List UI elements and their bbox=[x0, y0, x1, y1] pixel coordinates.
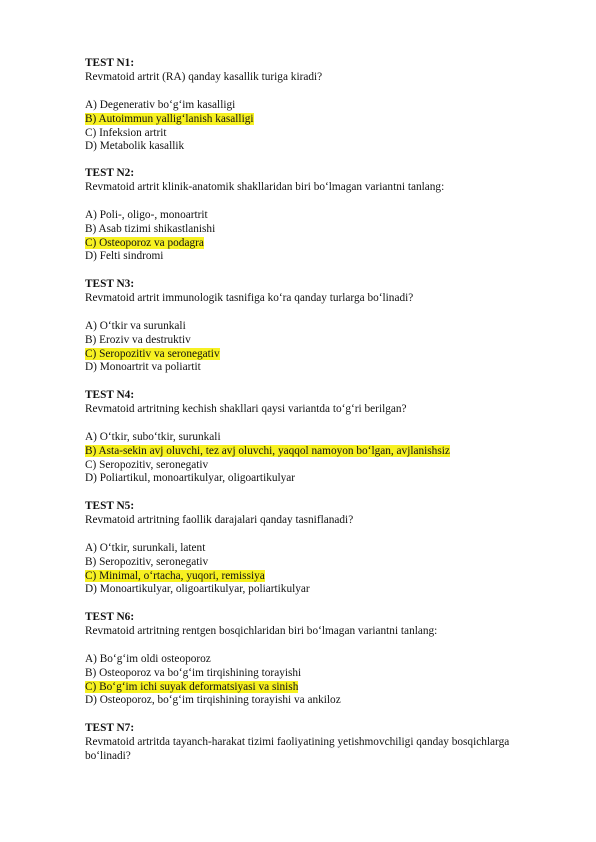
option-b: B) Osteoporoz va bo‘g‘im tirqishining torayishi bbox=[85, 666, 302, 679]
option-d: D) Monoartikulyar, oligoartikulyar, poliartikulyar bbox=[85, 583, 310, 596]
option-b-highlighted: B) Asta-sekin avj oluvchi, tez avj oluvchi, yaqqol namoyon bo‘lgan, avjlanishsiz bbox=[85, 444, 450, 457]
option-b: B) Seropozitiv, seronegativ bbox=[85, 555, 209, 568]
option-a: A) O‘tkir, surunkali, latent bbox=[85, 541, 206, 554]
test-title: TEST N5: bbox=[85, 500, 135, 512]
option-d: D) Metabolik kasallik bbox=[85, 140, 185, 153]
test-block-4 bbox=[85, 389, 547, 486]
test-block-3 bbox=[85, 278, 547, 375]
option-d: D) Poliartikul, monoartikulyar, oligoartikulyar bbox=[85, 472, 296, 485]
option-c-highlighted: C) Minimal, o‘rtacha, yuqori, remissiya bbox=[85, 569, 265, 582]
test-title: TEST N7: bbox=[85, 722, 135, 734]
test-block-7 bbox=[85, 722, 547, 764]
option-a: A) Poli-, oligo-, monoartrit bbox=[85, 208, 208, 221]
option-a: A) Degenerativ bo‘g‘im kasalligi bbox=[85, 98, 236, 111]
option-b: B) Eroziv va destruktiv bbox=[85, 333, 191, 346]
test-question: Revmatoid artritning kechish shakllari qaysi variantda to‘g‘ri berilgan? bbox=[85, 402, 407, 415]
option-a: A) O‘tkir, subo‘tkir, surunkali bbox=[85, 430, 221, 443]
test-title: TEST N3: bbox=[85, 278, 135, 290]
test-question: Revmatoid artritning faollik darajalari qanday tasniflanadi? bbox=[85, 513, 354, 526]
test-title: TEST N6: bbox=[85, 611, 135, 623]
option-d: D) Osteoporoz, bo‘g‘im tirqishining torayishi va ankiloz bbox=[85, 694, 341, 707]
test-title: TEST N2: bbox=[85, 167, 135, 179]
test-block-5 bbox=[85, 500, 547, 597]
test-question: Revmatoid artrit (RA) qanday kasallik turiga kiradi? bbox=[85, 70, 323, 83]
test-title: TEST N1: bbox=[85, 57, 135, 69]
option-b: B) Asab tizimi shikastlanishi bbox=[85, 222, 216, 235]
option-a: A) O‘tkir va surunkali bbox=[85, 319, 186, 332]
option-a: A) Bo‘g‘im oldi osteoporoz bbox=[85, 652, 211, 665]
test-block-2 bbox=[85, 167, 547, 264]
option-c-highlighted: C) Seropozitiv va seronegativ bbox=[85, 347, 220, 360]
test-question: Revmatoid artritning rentgen bosqichlaridan biri bo‘lmagan variantni tanlang: bbox=[85, 624, 438, 637]
test-question: Revmatoid artrit immunologik tasnifiga ko‘ra qanday turlarga bo‘linadi? bbox=[85, 291, 414, 304]
option-d: D) Monoartrit va poliartit bbox=[85, 361, 201, 374]
option-c-highlighted: C) Bo‘g‘im ichi suyak deformatsiyasi va sinish bbox=[85, 680, 299, 693]
test-block-6 bbox=[85, 611, 547, 708]
option-c-highlighted: C) Osteoporoz va podagra bbox=[85, 236, 204, 249]
option-b-highlighted: B) Autoimmun yallig‘lanish kasalligi bbox=[85, 112, 254, 125]
option-d: D) Felti sindromi bbox=[85, 250, 164, 263]
test-question: Revmatoid artrit klinik-anatomik shakllaridan biri bo‘lmagan variantni tanlang: bbox=[85, 180, 445, 193]
test-question: Revmatoid artritda tayanch-harakat tizimi faoliyatining yetishmovchiligi qanday bosqichlarga bo‘linadi? bbox=[85, 735, 510, 762]
option-c: C) Seropozitiv, seronegativ bbox=[85, 458, 209, 471]
test-title: TEST N4: bbox=[85, 389, 135, 401]
option-c: C) Infeksion artrit bbox=[85, 126, 167, 139]
test-block-1 bbox=[85, 57, 547, 154]
